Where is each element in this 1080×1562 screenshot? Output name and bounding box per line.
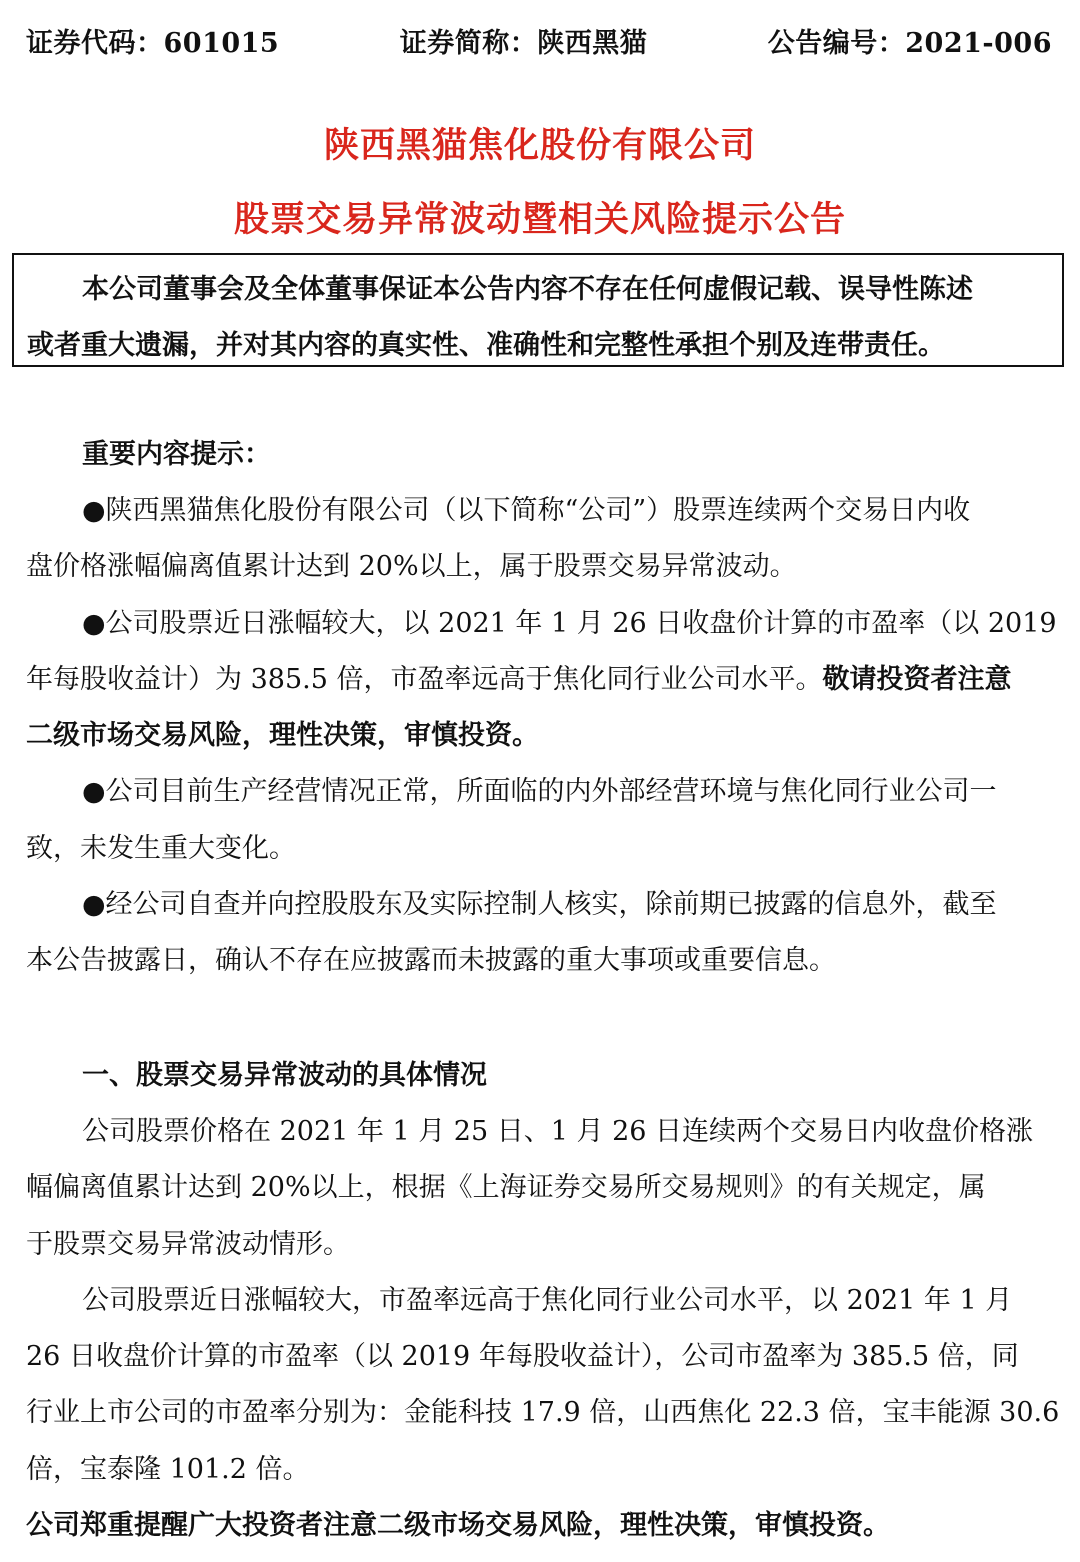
highlight-4-line-2: 本公告披露日，确认不存在应披露而未披露的重大事项或重要信息。 [26,945,836,976]
highlight-3-line-1: ●公司目前生产经营情况正常，所面临的内外部经营环境与焦化同行业公司一 [82,776,997,807]
section-1-para-1-line-2: 幅偏离值累计达到 20%以上，根据《上海证券交易所交易规则》的有关规定，属 [26,1172,986,1203]
highlight-3-line-2: 致，未发生重大变化。 [26,833,296,864]
highlight-2-line-2 [26,663,1011,697]
section-1-para-1-line-1: 公司股票价格在 2021 年 1 月 25 日、1 月 26 日连续两个交易日内收盘价格涨 [82,1116,1034,1147]
highlight-1-line-2: 盘价格涨幅偏离值累计达到 20%以上，属于股票交易异常波动。 [26,551,797,582]
highlight-2-warning-start: 敬请投资者注意 [822,664,1012,695]
company-title: 陕西黑猫焦化股份有限公司 [323,125,756,166]
highlight-4-line-1: ●经公司自查并向控股股东及实际控制人核实，除前期已披露的信息外，截至 [82,889,997,920]
section-1-para-2-line-4: 倍，宝泰隆 101.2 倍。 [26,1454,310,1485]
document-header [26,20,1052,60]
stock-code: 证券代码：601015 [26,27,280,59]
section-1-heading: 一、股票交易异常波动的具体情况 [82,1060,487,1091]
highlight-2-warning-end: 二级市场交易风险，理性决策，审慎投资。 [26,720,539,751]
highlight-2-line-2-text: 年每股收益计）为 385.5 倍，市盈率远高于焦化同行业公司水平。 [26,664,823,695]
board-statement-box [12,253,1064,367]
board-statement-line-1: 本公司董事会及全体董事保证本公告内容不存在任何虚假记载、误导性陈述 [82,274,973,305]
section-1-para-1-line-3: 于股票交易异常波动情形。 [26,1229,350,1260]
board-statement-line-2: 或者重大遗漏，并对其内容的真实性、准确性和完整性承担个别及连带责任。 [27,330,945,361]
section-1-para-2-line-3: 行业上市公司的市盈率分别为：金能科技 17.9 倍，山西焦化 22.3 倍，宝丰能源 30.6 [26,1397,1060,1428]
section-1-para-2-line-1: 公司股票近日涨幅较大，市盈率远高于焦化同行业公司水平，以 2021 年 1 月 [82,1285,1013,1316]
highlight-2-line-1: ●公司股票近日涨幅较大，以 2021 年 1 月 26 日收盘价计算的市盈率（以 2019 [82,608,1057,639]
highlights-heading: 重要内容提示： [82,439,271,470]
stock-abbreviation: 证券简称：陕西黑猫 [399,27,648,59]
announcement-number: 公告编号：2021-006 [767,27,1052,59]
section-1-risk-reminder: 公司郑重提醒广大投资者注意二级市场交易风险，理性决策，审慎投资。 [26,1510,890,1541]
section-1-para-2-line-2: 26 日收盘价计算的市盈率（以 2019 年每股收益计），公司市盈率为 385.5 倍，同 [26,1341,1019,1372]
announcement-title: 股票交易异常波动暨相关风险提示公告 [233,199,846,240]
highlight-1-line-1: ●陕西黑猫焦化股份有限公司（以下简称“公司”）股票连续两个交易日内收 [82,495,971,526]
